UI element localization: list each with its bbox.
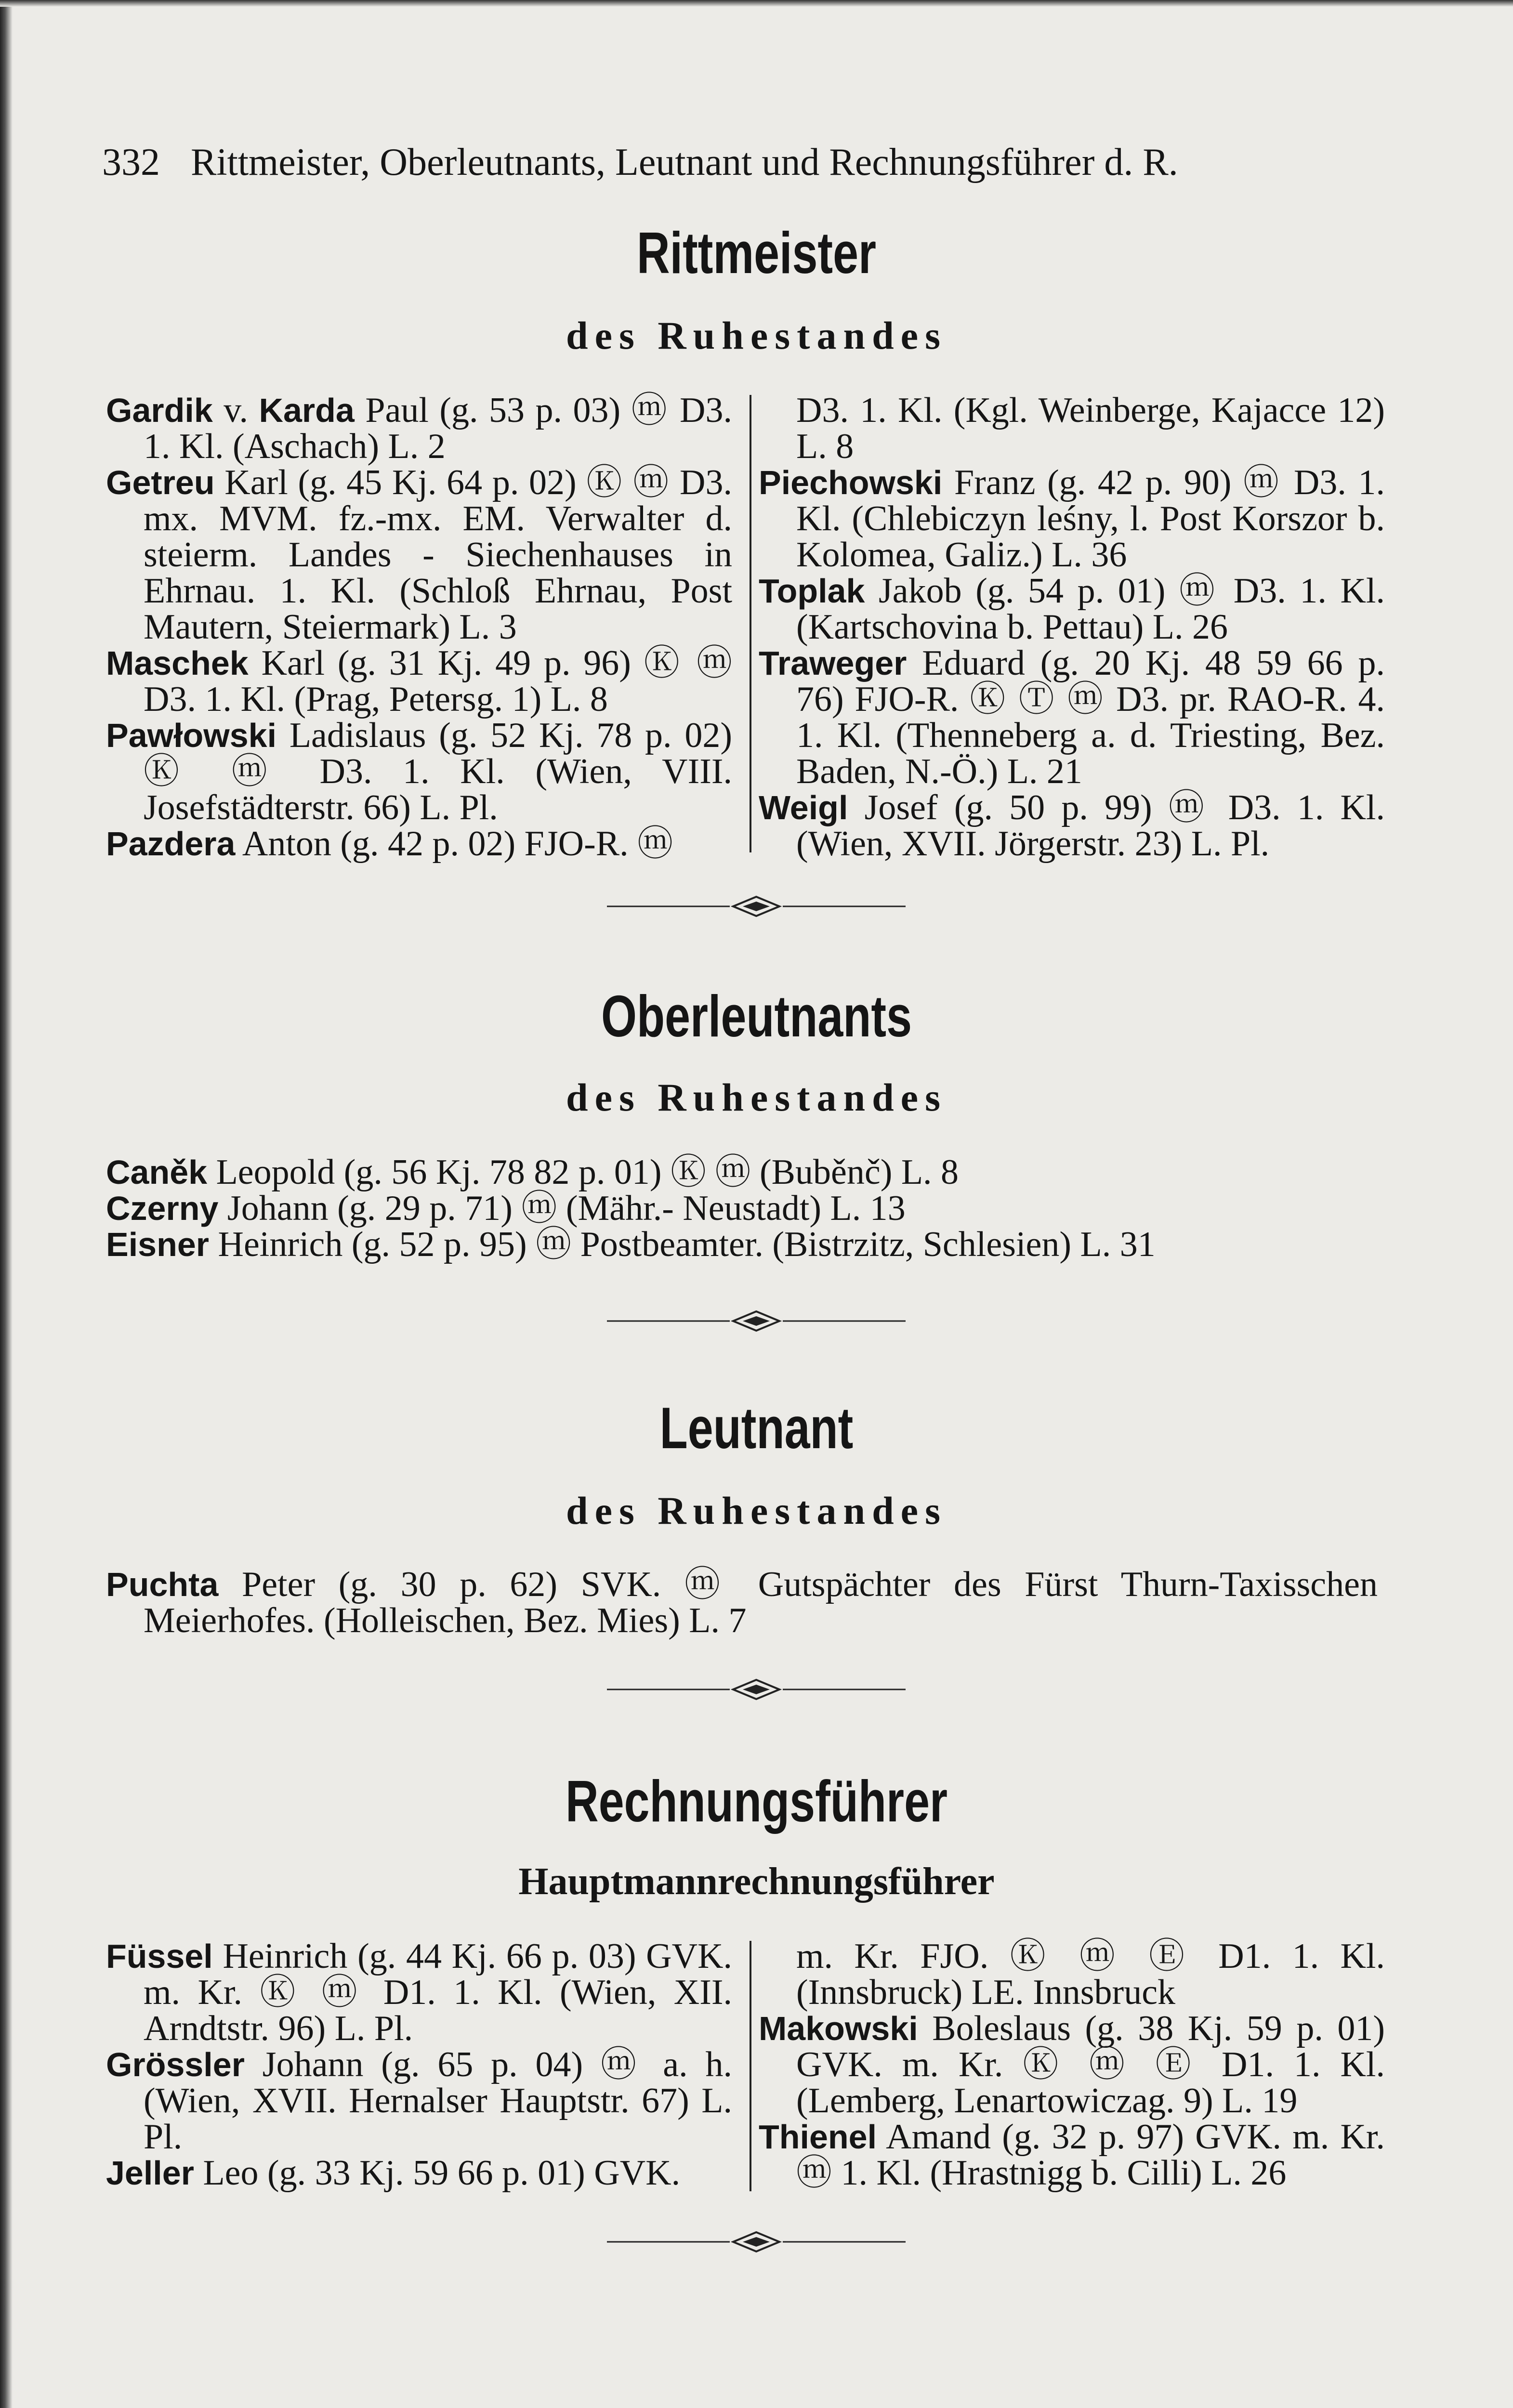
entry: Jeller Leo (g. 33 Kj. 59 66 p. 01) GVK. bbox=[106, 2153, 681, 2193]
entry: Makowski Boleslaus (g. 38 Kj. 59 p. 01) GVK. m. Kr. Ⓚ ⓜ Ⓔ D1. 1. Kl. (Lemberg, Lenartowiczag. 9) L. 19 bbox=[759, 2009, 1385, 2120]
entry: Caněk Leopold (g. 56 Kj. 78 82 p. 01) Ⓚ ⓜ (Buběnč) L. 8 bbox=[106, 1152, 959, 1192]
rittmeister-left-column bbox=[106, 393, 732, 862]
running-header bbox=[102, 141, 1178, 184]
section-ornament bbox=[607, 1307, 906, 1335]
page-edge-shadow bbox=[0, 0, 13, 2408]
entry: Eisner Heinrich (g. 52 p. 95) ⓜ Postbeamter. (Bistrzitz, Schlesien) L. 31 bbox=[106, 1225, 1156, 1264]
rechnungsfuehrer-left-column bbox=[106, 1938, 732, 2191]
entry: Piechowski Franz (g. 42 p. 90) ⓜ D3. 1. Kl. (Chlebiczyn leśny, l. Post Korszor b. Kolomea, Galiz.) L. 36 bbox=[759, 463, 1385, 575]
running-title: Rittmeister, Oberleutnants, Leutnant und Rechnungsführer d. R. bbox=[191, 141, 1178, 183]
section-ornament bbox=[607, 1675, 906, 1704]
section-title-oberleutnants: Oberleutnants bbox=[601, 983, 912, 1049]
entry: Gardik v. Karda Paul (g. 53 p. 03) ⓜ D3. 1. Kl. (Aschach) L. 2 bbox=[106, 391, 732, 466]
page-top-shadow bbox=[0, 0, 1513, 7]
leutnant-list bbox=[106, 1567, 1378, 1639]
section-title-leutnant: Leutnant bbox=[659, 1395, 854, 1461]
entry: Pazdera Anton (g. 42 p. 02) FJO-R. ⓜ bbox=[106, 824, 673, 864]
section-subtitle-oberleutnants: des Ruhestandes bbox=[566, 1075, 947, 1119]
entry: Traweger Eduard (g. 20 Kj. 48 59 66 p. 76) FJO-R. Ⓚ Ⓣ ⓜ D3. pr. RAO-R. 4. 1. Kl. (Thenneberg a. d. Triesting, Bez. Baden, N.-Ö.) L. 21 bbox=[759, 643, 1385, 791]
section-subtitle-rechnungsfuehrer: Hauptmannrechnungsführer bbox=[518, 1860, 995, 1903]
section-ornament bbox=[607, 2227, 906, 2256]
column-divider bbox=[750, 395, 751, 852]
section-ornament bbox=[607, 892, 906, 921]
entry: Weigl Josef (g. 50 p. 99) ⓜ D3. 1. Kl. (Wien, XVII. Jörgerstr. 23) L. Pl. bbox=[759, 788, 1385, 864]
entry: Pawłowski Ladislaus (g. 52 Kj. 78 p. 02) Ⓚ ⓜ D3. 1. Kl. (Wien, VIII. Josefstädterstr. 66) L. Pl. bbox=[106, 716, 732, 827]
oberleutnants-list bbox=[106, 1154, 1378, 1263]
entry: Czerny Johann (g. 29 p. 71) ⓜ (Mähr.- Neustadt) L. 13 bbox=[106, 1189, 906, 1228]
entry: Grössler Johann (g. 65 p. 04) ⓜ a. h. (Wien, XVII. Hernalser Hauptstr. 67) L. Pl. bbox=[106, 2045, 732, 2157]
rittmeister-right-column bbox=[759, 393, 1385, 862]
section-subtitle-rittmeister: des Ruhestandes bbox=[566, 314, 947, 357]
column-divider bbox=[750, 1941, 751, 2191]
entry-continuation: m. Kr. FJO. Ⓚ ⓜ Ⓔ D1. 1. Kl. (Innsbruck) LE. Innsbruck bbox=[796, 1937, 1385, 2012]
entry: Thienel Amand (g. 32 p. 97) GVK. m. Kr. ⓜ 1. Kl. (Hrastnigg b. Cilli) L. 26 bbox=[759, 2117, 1385, 2193]
entry: Maschek Karl (g. 31 Kj. 49 p. 96) Ⓚ ⓜ D3. 1. Kl. (Prag, Petersg. 1) L. 8 bbox=[106, 643, 732, 719]
entry: Puchta Peter (g. 30 p. 62) SVK. ⓜ Gutspächter des Fürst Thurn-Taxisschen Meierhofes. (Holleischen, Bez. Mies) L. 7 bbox=[106, 1565, 1378, 1640]
entry: Toplak Jakob (g. 54 p. 01) ⓜ D3. 1. Kl. (Kartschovina b. Pettau) L. 26 bbox=[759, 571, 1385, 647]
section-title-rechnungsfuehrer: Rechnungsführer bbox=[565, 1768, 948, 1834]
section-subtitle-leutnant: des Ruhestandes bbox=[566, 1489, 947, 1532]
rechnungsfuehrer-right-column bbox=[759, 1938, 1385, 2191]
page-number: 332 bbox=[102, 141, 160, 183]
entry-continuation: D3. 1. Kl. (Kgl. Weinberge, Kajacce 12) L. 8 bbox=[796, 391, 1385, 466]
entry: Füssel Heinrich (g. 44 Kj. 66 p. 03) GVK. m. Kr. Ⓚ ⓜ D1. 1. Kl. (Wien, XII. Arndtstr. 96) L. Pl. bbox=[106, 1937, 732, 2048]
section-title-rittmeister: Rittmeister bbox=[636, 220, 877, 286]
entry: Getreu Karl (g. 45 Kj. 64 p. 02) Ⓚ ⓜ D3. mx. MVM. fz.-mx. EM. Verwalter d. steierm. Landes - Siechenhauses in Ehrnau. 1. Kl. (Schloß Ehrnau, Post Mautern, Steiermark) L. 3 bbox=[106, 463, 732, 647]
